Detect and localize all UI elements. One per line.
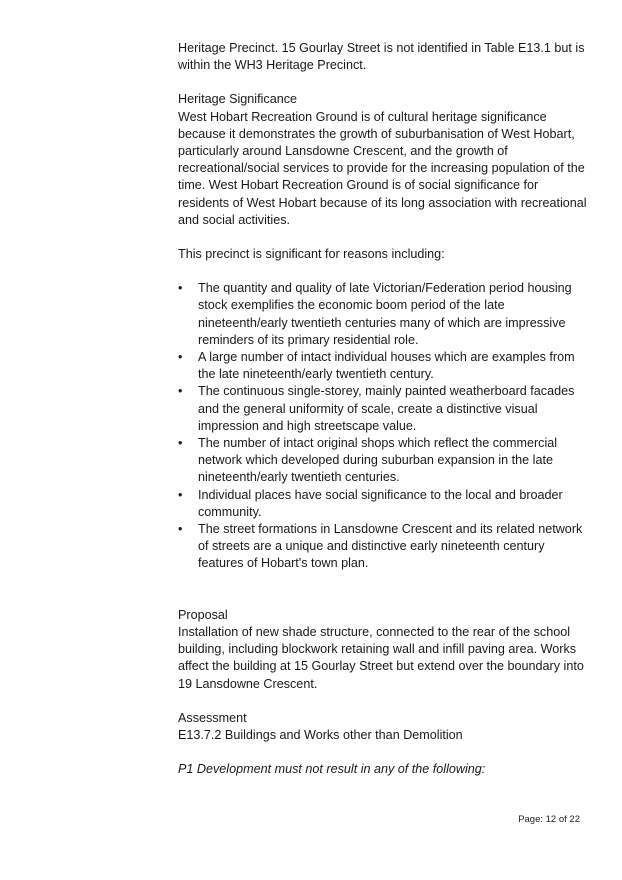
significance-list (178, 280, 588, 572)
list-item (178, 435, 588, 487)
proposal-paragraph: Installation of new shade structure, connected to the rear of the school building, including blockwork retaining wall and infill paving area. Works affect the building at 15 Gourlay Street but extend over the boundary into 19 Lansdowne Crescent. (178, 624, 584, 691)
assessment-heading: Assessment (178, 710, 247, 725)
bullet-icon: • (178, 384, 183, 399)
list-item (178, 349, 588, 383)
precinct-intro: This precinct is significant for reasons including: (178, 247, 445, 262)
heritage-significance-paragraph: West Hobart Recreation Ground is of cultural heritage significance because it demonstrates the growth of suburbanisation of West Hobart, particularly around Lansdowne Crescent, and the growth of recreational/social services to provide for the increasing population of the time. West Hobart Recreation Ground is of social significance for residents of West Hobart because of its long association with recreational and social activities. (178, 109, 587, 227)
bullet-icon: • (178, 522, 183, 537)
list-item-text: The quantity and quality of late Victorian/Federation period housing stock exemplifies the economic boom period of the late nineteenth/early twentieth centuries many of which are impressive reminders of its primary residential role. (198, 281, 572, 347)
bullet-icon: • (178, 436, 183, 451)
bullet-icon: • (178, 487, 183, 502)
proposal-heading: Proposal (178, 607, 228, 622)
list-item-text: Individual places have social significance to the local and broader community. (198, 487, 563, 519)
spacer (178, 744, 588, 761)
assessment-clause: E13.7.2 Buildings and Works other than Demolition (178, 727, 463, 742)
list-item-text: The continuous single-storey, mainly painted weatherboard facades and the general uniformity of scale, create a distinctive visual impression and high streetscape value. (198, 384, 575, 433)
intro-paragraph: Heritage Precinct. 15 Gourlay Street is not identified in Table E13.1 but is within the WH3 Heritage Precinct. (178, 41, 585, 73)
list-item (178, 521, 588, 573)
spacer (178, 74, 588, 91)
list-item-text: The street formations in Lansdowne Crescent and its related network of streets are a unique and distinctive early nineteenth century features of Hobart's town plan. (198, 522, 583, 571)
list-item-text: The number of intact original shops which reflect the commercial network which developed during suburban expansion in the late nineteenth/early twentieth centuries. (198, 436, 558, 485)
spacer (178, 693, 588, 710)
list-item (178, 280, 588, 349)
heritage-significance-heading: Heritage Significance (178, 92, 298, 107)
list-item (178, 487, 588, 521)
page-number: Page: 12 of 22 (518, 814, 580, 825)
spacer (178, 229, 588, 246)
spacer (178, 573, 588, 607)
bullet-icon: • (178, 350, 183, 365)
list-item (178, 383, 588, 435)
bullet-icon: • (178, 281, 183, 296)
p1-criterion: P1 Development must not result in any of the following: (178, 762, 486, 777)
document-page (178, 40, 588, 778)
spacer (178, 263, 588, 280)
list-item-text: A large number of intact individual houses which are examples from the late nineteenth/early twentieth century. (198, 350, 575, 382)
